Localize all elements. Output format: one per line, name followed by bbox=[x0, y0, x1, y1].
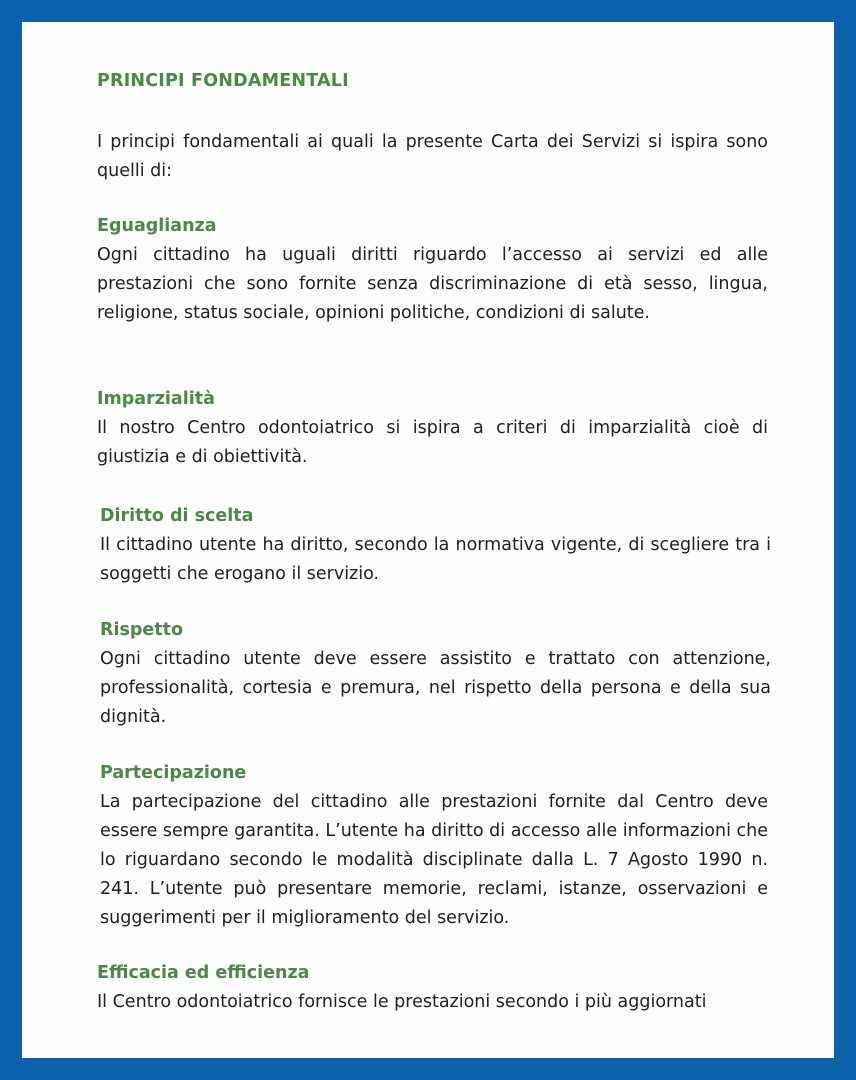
section-diritto-di-scelta bbox=[100, 502, 771, 589]
page-title: PRINCIPI FONDAMENTALI bbox=[97, 71, 349, 91]
section-text: Il cittadino utente ha diritto, secondo la normativa vigente, di scegliere tra i soggetti che erogano il servizio. bbox=[100, 535, 771, 584]
section-efficacia-ed-efficienza bbox=[97, 959, 768, 1017]
intro-paragraph: I principi fondamentali ai quali la presente Carta dei Servizi si ispira sono quelli di: bbox=[97, 132, 768, 181]
section-text: Ogni cittadino utente deve essere assistito e trattato con attenzione, professionalità, cortesia e premura, nel rispetto della persona e della sua dignità. bbox=[100, 649, 771, 727]
section-heading: Rispetto bbox=[100, 620, 184, 640]
section-heading: Diritto di scelta bbox=[100, 506, 254, 526]
section-text: Il nostro Centro odontoiatrico si ispira a criteri di imparzialità cioè di giustizia e di obiettività. bbox=[97, 418, 768, 467]
section-imparzialita bbox=[97, 385, 768, 472]
section-heading: Eguaglianza bbox=[97, 216, 217, 236]
section-heading: Partecipazione bbox=[100, 763, 247, 783]
section-rispetto bbox=[100, 616, 771, 732]
section-heading: Imparzialità bbox=[97, 389, 215, 409]
section-eguaglianza bbox=[97, 212, 768, 328]
section-text: Ogni cittadino ha uguali diritti riguardo l’accesso ai servizi ed alle prestazioni che sono fornite senza discriminazione di età sesso, lingua, religione, status sociale, opinioni politiche, condizioni di salute. bbox=[97, 245, 768, 323]
section-text: Il Centro odontoiatrico fornisce le prestazioni secondo i più aggiornati bbox=[97, 992, 707, 1012]
document-page bbox=[22, 22, 834, 1058]
section-heading: Efficacia ed efficienza bbox=[97, 963, 310, 983]
section-text: La partecipazione del cittadino alle prestazioni fornite dal Centro deve essere sempre garantita. L’utente ha diritto di accesso alle informazioni che lo riguardano secondo le modalità disciplinate dalla L. 7 Agosto 1990 n. 241. L’utente può presentare memorie, reclami, istanze, osservazioni e suggerimenti per il miglioramento del servizio. bbox=[100, 792, 768, 928]
section-partecipazione bbox=[100, 759, 768, 933]
